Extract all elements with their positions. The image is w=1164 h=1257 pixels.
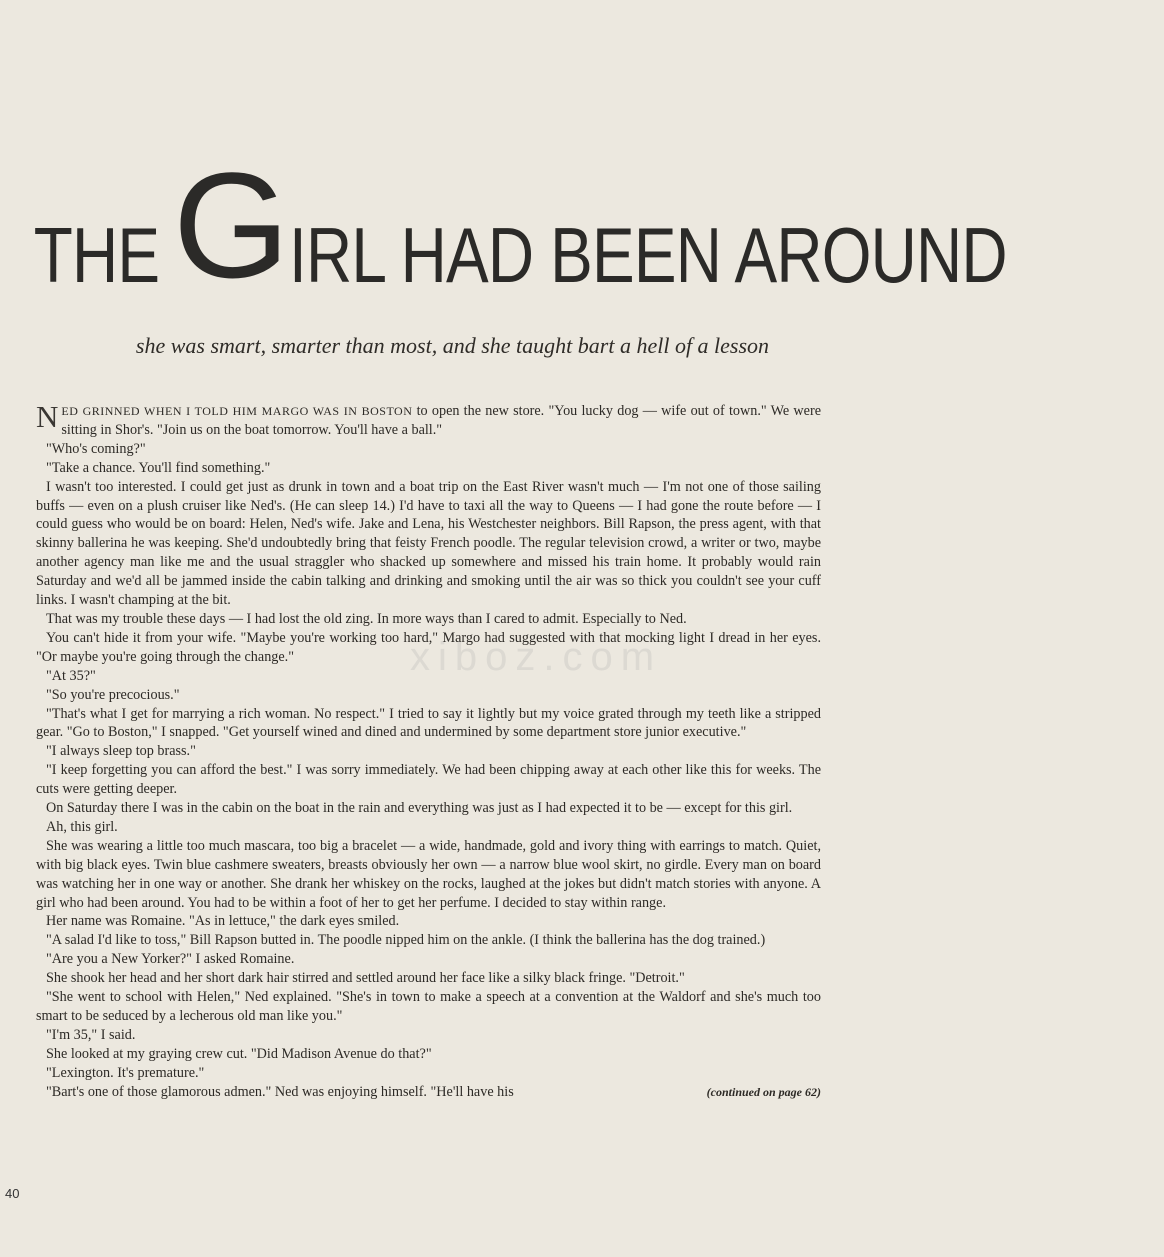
last-paragraph-text: "Bart's one of those glamorous admen." Ned was enjoying himself. "He'll have his [46, 1083, 514, 1100]
article-paragraph: Her name was Romaine. "As in lettuce," the dark eyes smiled. [46, 913, 400, 930]
article-paragraph: "I'm 35," I said. [46, 1026, 136, 1043]
article-paragraph: "Are you a New Yorker?" I asked Romaine. [46, 951, 295, 968]
page-number: 40 [5, 1186, 20, 1201]
article-paragraph: "I keep forgetting you can afford the best." I was sorry immediately. We had been chipping away at each other like this for weeks. The cuts were getting deeper. [36, 762, 821, 798]
article-paragraph: She looked at my graying crew cut. "Did Madison Avenue do that?" [46, 1045, 432, 1062]
article-paragraph: "That's what I get for marrying a rich woman. No respect." I tried to say it lightly but my voice grated through my teeth like a stripped gear. "Go to Boston," I snapped. "Get yourself wined and dined and undermined by some department store junior executive." [36, 705, 821, 741]
title-part-1: THE [33, 211, 160, 299]
paragraph-list [36, 440, 821, 1083]
article-paragraph: "Take a chance. You'll find something." [46, 459, 271, 476]
article-paragraph: Ah, this girl. [46, 818, 118, 835]
article-subtitle: she was smart, smarter than most, and she taught bart a hell of a lesson [135, 333, 770, 358]
article-paragraph: "I always sleep top brass." [46, 743, 196, 760]
article-paragraph: "So you're precocious." [46, 686, 180, 703]
opening-paragraph [36, 399, 821, 440]
article-paragraph: "At 35?" [46, 667, 96, 684]
article-title [20, 141, 1007, 309]
drop-cap: N [36, 399, 59, 434]
article-paragraph: I wasn't too interested. I could get just as drunk in town and a boat trip on the East River wasn't much — I'm not one of those sailing buffs — even on a plush cruiser like Ned's. (He can sleep 14.) I'd have to taxi all the way to Queens — I had gone the route before — I could guess who would be on board: Helen, Ned's wife. Jake and Lena, his Westchester neighbors. Bill Rapson, the press agent, with that skinny ballerina he was keeping. She'd undoubtedly bring that feisty French poodle. The regular television crowd, a writer or two, maybe another agency man like me and the usual straggler who shacked up somewhere and missed his train home. It probably would rain Saturday and we'd all be jammed inside the cabin talking and drinking and smoking until the air was so thick you couldn't see your cuff links. I wasn't champing at the bit. [36, 478, 821, 609]
title-initial-g: G [173, 141, 289, 309]
opening-smallcaps: ED GRINNED WHEN I TOLD HIM MARGO WAS IN BOSTON [61, 404, 413, 418]
article-paragraph: "Lexington. It's premature." [46, 1064, 205, 1081]
article-paragraph: "Who's coming?" [46, 440, 146, 457]
article-paragraph: "She went to school with Helen," Ned explained. "She's in town to make a speech at a convention at the Waldorf and she's much too smart to be seduced by a lecherous old man like you." [36, 989, 821, 1024]
article-body [36, 399, 821, 1102]
article-paragraph: "A salad I'd like to toss," Bill Rapson butted in. The poodle nipped him on the ankle. (I think the ballerina has the dog trained.) [46, 932, 766, 949]
article-paragraph: On Saturday there I was in the cabin on the boat in the rain and everything was just as I had expected it to be — except for this girl. [46, 800, 793, 817]
article-paragraph: She shook her head and her short dark hair stirred and settled around her face like a silky black fringe. "Detroit." [46, 970, 685, 987]
opening-text: to open the new store. "You lucky dog — wife out of town." We were sitting in Shor's. "Join us on the boat tomorrow. You'll have a ball." [61, 403, 821, 438]
continued-note: (continued on page 62) [706, 1084, 821, 1099]
article-paragraph: She was wearing a little too much mascara, too big a bracelet — a wide, handmade, gold and ivory thing with earrings to match. Quiet, with big black eyes. Twin blue cashmere sweaters, breasts obviously her own — a narrow blue wool skirt, no girdle. Every man on board was watching her in one way or another. She drank her whiskey on the rocks, laughed at the jokes but didn't match stories with anyone. A girl who had been around. You had to be within a foot of her to get her perfume. I decided to stay within range. [36, 837, 821, 911]
title-part-2: IRL HAD BEEN AROUND [288, 211, 1007, 299]
article-paragraph: That was my trouble these days — I had lost the old zing. In more ways than I cared to admit. Especially to Ned. [46, 610, 687, 627]
article-paragraph: You can't hide it from your wife. "Maybe you're working too hard," Margo had suggested with that mocking light I dread in her eyes. "Or maybe you're going through the change." [36, 629, 821, 665]
watermark: xiboz.com [410, 635, 663, 679]
last-paragraph [36, 1083, 821, 1102]
